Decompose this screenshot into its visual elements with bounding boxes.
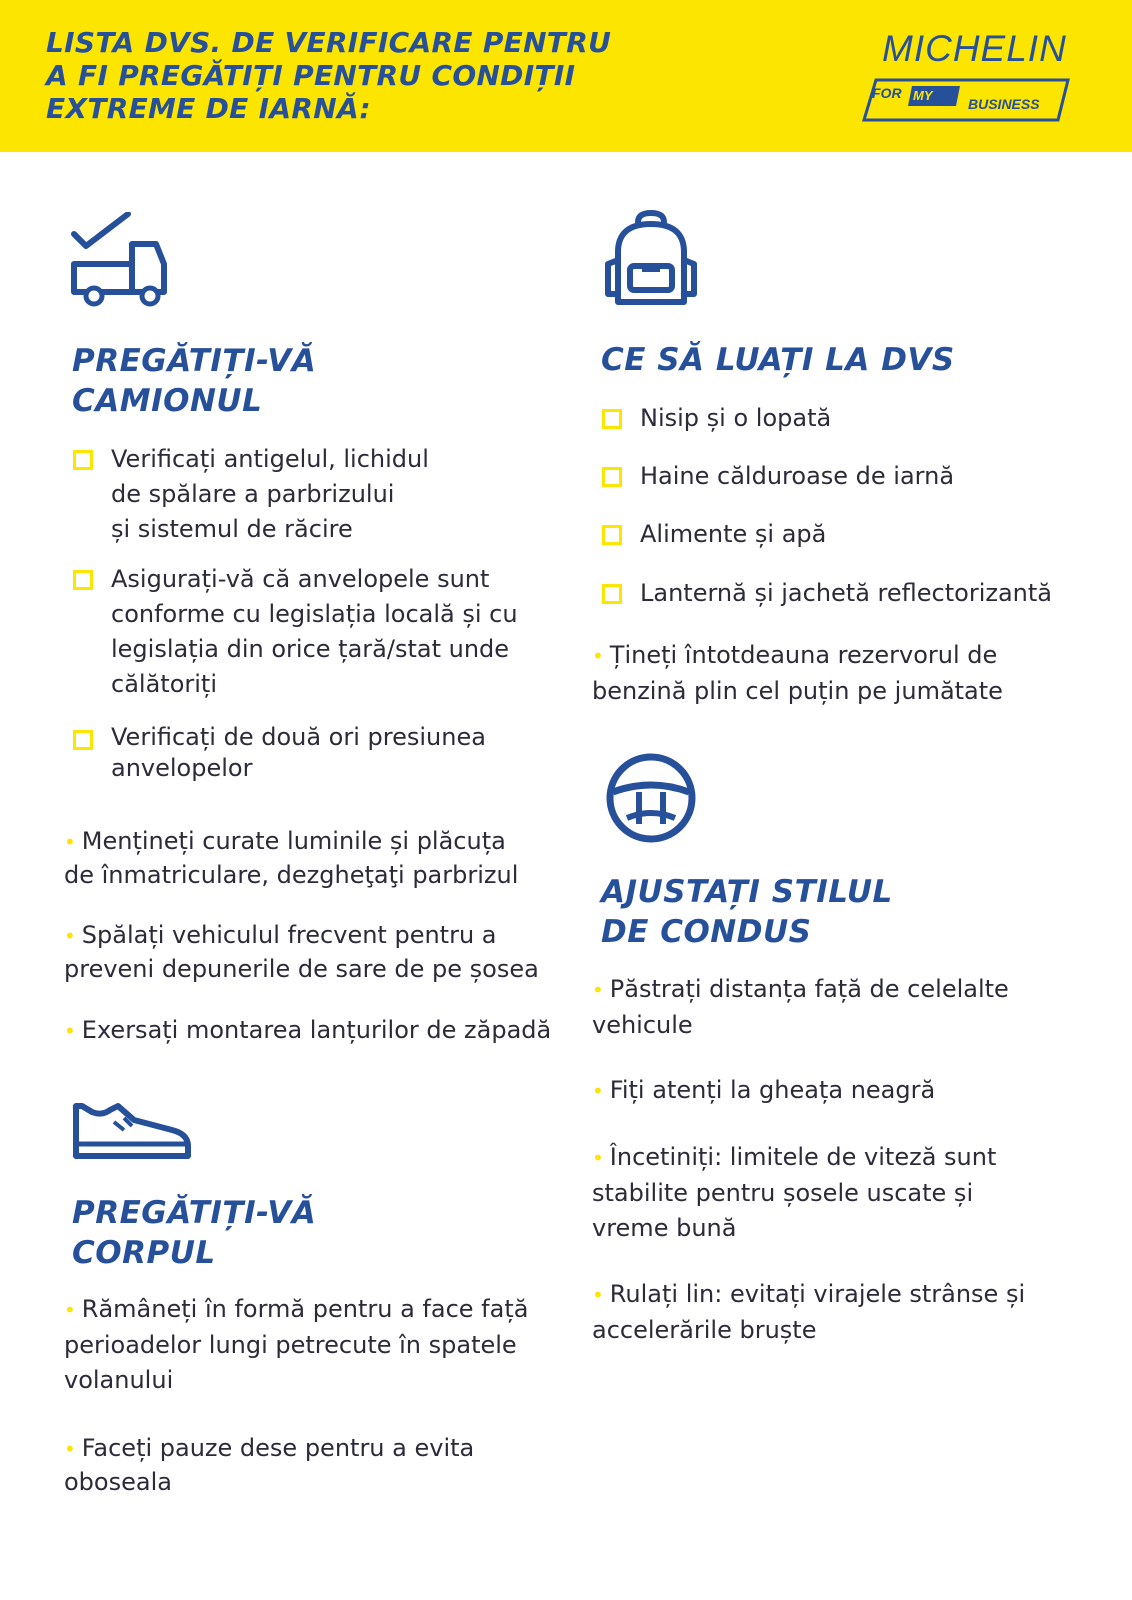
section-title-take: CE SĂ LUAȚI LA DVS [601, 342, 955, 378]
checklist-item-text: Verificați antigelul, lichidul de spălare a parbrizului și sistemul de răcire [111, 445, 429, 543]
badge-my: MY [913, 88, 933, 103]
bullet-dot: • [592, 644, 604, 668]
checklist-item-text: Asigurați-vă că anvelopele sunt conforme cu legislația locală și cu legislația din orice țară/stat unde călătoriți [111, 565, 518, 698]
tip-text: Păstrați distanța față de celelalte vehicule [592, 975, 1009, 1039]
sneaker-icon [72, 1100, 194, 1162]
tip-text: Rulați lin: evitați virajele strânse și accelerările bruște [592, 1280, 1026, 1344]
checklist-item[interactable] [73, 442, 553, 552]
checklist-item[interactable] [73, 722, 553, 792]
tip-item [592, 1140, 1092, 1246]
section-title-line: CAMIONUL [72, 383, 263, 419]
michelin-logo [862, 28, 1102, 128]
checklist-item-text: Haine călduroase de iarnă [640, 462, 955, 490]
bullet-dot: • [64, 830, 76, 854]
tip-item [64, 825, 564, 892]
tip-text: Rămâneți în formă pentru a face față perioadelor lungi petrecute în spatele volanului [64, 1295, 529, 1394]
checklist-item[interactable] [602, 517, 1102, 553]
steering-wheel-icon [605, 752, 697, 844]
checklist-item[interactable] [73, 562, 553, 707]
checkbox[interactable] [602, 467, 622, 487]
checkbox[interactable] [602, 409, 622, 429]
tip-item [592, 1074, 1092, 1108]
tip-text: Faceți pauze dese pentru a evita oboseala [64, 1434, 475, 1496]
logo-brand: MICHELIN [882, 28, 1067, 69]
checklist-item-text: Alimente și apă [640, 520, 827, 548]
bullet-dot: • [64, 1298, 76, 1322]
checkbox[interactable] [602, 525, 622, 545]
checklist-item-text: Lanternă și jachetă reflectorizantă [640, 579, 1052, 607]
tip-text: Spălați vehiculul frecvent pentru a preveni depunerile de sare de pe șosea [64, 921, 539, 983]
tip-text: Fiți atenți la gheața neagră [609, 1076, 936, 1104]
section-title-line: AJUSTAȚI STILUL [601, 874, 893, 910]
tip-item [64, 1014, 564, 1048]
bullet-dot: • [64, 1019, 76, 1043]
tip-item [592, 638, 1092, 709]
title-line: EXTREME DE IARNĂ: [46, 92, 371, 125]
checklist-item-text: Verificați de două ori presiunea anvelopelor [111, 723, 486, 782]
section-title-truck [72, 341, 316, 421]
tip-text: Exersați montarea lanțurilor de zăpadă [81, 1016, 552, 1044]
tip-item [64, 919, 564, 986]
tip-item [592, 1277, 1092, 1348]
page-title [46, 26, 766, 125]
checkbox[interactable] [73, 730, 93, 750]
section-title-line: PREGĂTIȚI-VĂ [72, 343, 317, 379]
bullet-dot: • [592, 1146, 604, 1170]
checklist-item[interactable] [602, 459, 1102, 495]
section-title-body [72, 1193, 316, 1273]
badge-for: FOR [872, 85, 902, 101]
checkbox[interactable] [73, 570, 93, 590]
section-title-line: PREGĂTIȚI-VĂ [72, 1195, 317, 1231]
header-banner [0, 0, 1132, 152]
backpack-icon [604, 210, 698, 308]
section-title-line: CORPUL [72, 1235, 216, 1271]
truck-check-icon [70, 212, 172, 308]
tip-item [592, 972, 1092, 1043]
checklist-item-text: Nisip și o lopată [640, 404, 832, 432]
checkbox[interactable] [73, 450, 93, 470]
bullet-dot: • [592, 1079, 604, 1103]
checkbox[interactable] [602, 584, 622, 604]
checklist-item[interactable] [602, 401, 1102, 437]
section-title-driving [601, 872, 893, 952]
bullet-dot: • [592, 978, 604, 1002]
badge-business: BUSINESS [968, 96, 1040, 112]
tip-item [64, 1432, 584, 1499]
bullet-dot: • [592, 1283, 604, 1307]
checklist-item[interactable] [602, 576, 1102, 612]
tip-text: Țineți întotdeauna rezervorul de benzină plin cel puțin pe jumătate [592, 641, 1003, 705]
tip-text: Mențineți curate luminile și plăcuța de înmatriculare, dezgheţaţi parbrizul [64, 827, 519, 889]
tip-item [64, 1292, 564, 1398]
title-line: A FI PREGĂTIȚI PENTRU CONDIȚII [46, 59, 576, 92]
bullet-dot: • [64, 1437, 76, 1461]
bullet-dot: • [64, 924, 76, 948]
tip-text: Încetiniți: limitele de viteză sunt stabilite pentru șosele uscate și vreme bună [592, 1143, 997, 1242]
section-title-line: DE CONDUS [601, 914, 812, 950]
title-line: LISTA DVS. DE VERIFICARE PENTRU [46, 26, 612, 59]
